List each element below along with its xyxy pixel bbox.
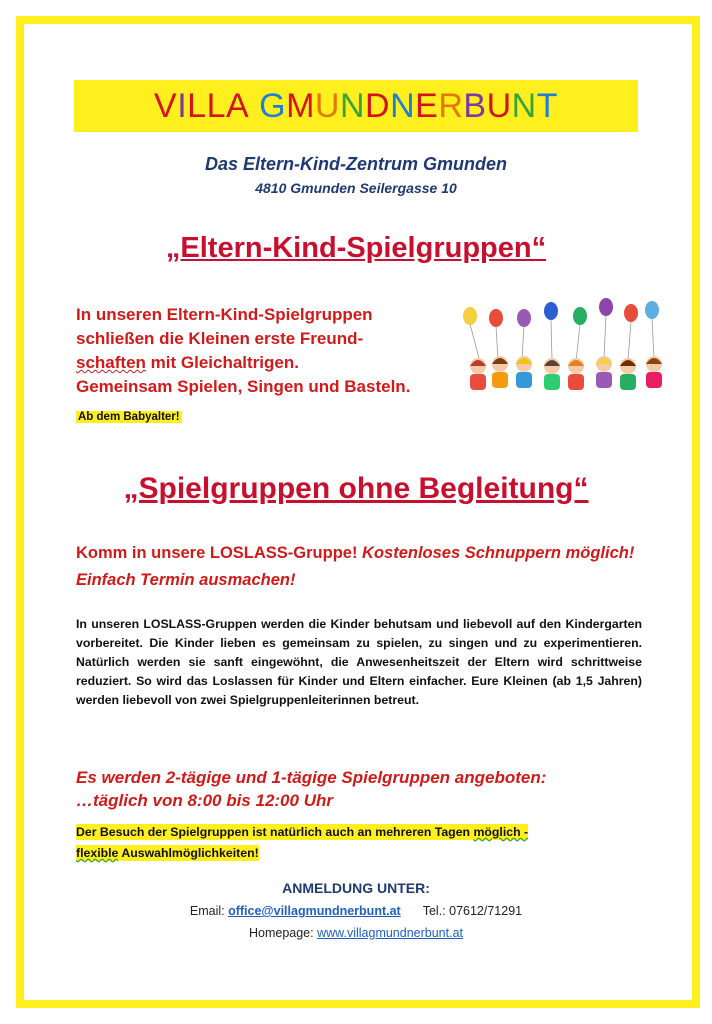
visit-part-3: flexible xyxy=(76,846,119,860)
title-letter: M xyxy=(286,87,315,125)
intro-line-3-rest: mit Gleichaltrigen. xyxy=(145,353,299,372)
intro-word-schaften: schaften xyxy=(76,353,146,372)
title-letter: B xyxy=(463,87,487,125)
balloons xyxy=(463,298,659,327)
children xyxy=(470,356,662,390)
registration-heading: ANMELDUNG UNTER: xyxy=(282,880,430,896)
phone-number: Tel.: 07612/71291 xyxy=(422,904,523,918)
title-letter xyxy=(249,87,259,125)
homepage-link[interactable]: www.villagmundnerbunt.at xyxy=(317,926,464,940)
title-letter: L xyxy=(206,87,226,125)
heading-ohne-begleitung: „Spielgruppen ohne Begleitung“ xyxy=(123,472,589,505)
title-letter: N xyxy=(390,87,416,125)
heading-eltern-kind: „Eltern-Kind-Spielgruppen“ xyxy=(165,232,547,264)
title-letter: R xyxy=(438,87,464,125)
title-letter: N xyxy=(511,87,537,125)
title-letter: I xyxy=(177,87,188,125)
title-letter: V xyxy=(154,87,178,125)
title-letter: E xyxy=(415,87,439,125)
homepage-line xyxy=(0,926,712,940)
page-title xyxy=(74,80,638,132)
visit-note xyxy=(76,822,636,864)
cta-italic: Kostenloses Schnuppern möglich! Einfach Termin ausmachen! xyxy=(76,544,635,589)
homepage-label: Homepage: xyxy=(248,926,318,940)
contact-line xyxy=(0,904,712,918)
loslass-invitation xyxy=(76,540,646,594)
loslass-description: In unseren LOSLASS-Gruppen werden die Kinder behutsam und liebevoll auf den Kindergarten vorbereitet. Die Kinder lieben es gemeinsam zu spielen, zu singen und zu experimentieren. Natürlich werden sie sanft eingewöhnt, die Anwesenheitszeit der Eltern wird schrittweise reduziert. So wird das Loslassen für Kinder und Eltern einfacher. Eure Kleinen (ab 1,5 Jahren) werden liebevoll von zwei Spielgruppenleiterinnen betreut. xyxy=(76,617,642,707)
title-letter: A xyxy=(225,87,250,125)
visit-part-2: möglich - xyxy=(473,825,529,839)
subtitle: Das Eltern-Kind-Zentrum Gmunden xyxy=(204,154,507,174)
offer-line-1: Es werden 2-tägige und 1-tägige Spielgruppen angeboten: xyxy=(76,768,547,787)
visit-part-1: Der Besuch der Spielgruppen ist natürlich auch an mehreren Tagen xyxy=(76,825,474,839)
email-label: Email: xyxy=(189,904,229,918)
title-letter: N xyxy=(339,87,366,125)
intro-text xyxy=(76,303,466,399)
baby-note: Ab dem Babyalter! xyxy=(78,411,180,423)
intro-line-4: Gemeinsam Spielen, Singen und Basteln. xyxy=(76,377,411,396)
address: 4810 Gmunden Seilergasse 10 xyxy=(255,180,457,196)
offer-text xyxy=(76,766,656,812)
title-letter: G xyxy=(259,87,287,125)
title-letter: U xyxy=(486,87,512,125)
intro-line-2: schließen die Kleinen erste Freund- xyxy=(76,329,364,348)
balloon-kids-illustration xyxy=(456,296,674,396)
title-letter: T xyxy=(536,87,558,125)
visit-part-4: Auswahlmöglichkeiten! xyxy=(118,846,259,860)
title-letter: L xyxy=(187,87,207,125)
title-letter: U xyxy=(314,87,340,125)
cta-plain: Komm in unsere LOSLASS-Gruppe! xyxy=(76,544,363,562)
email-link[interactable]: office@villagmundnerbunt.at xyxy=(228,904,401,918)
intro-line-1: In unseren Eltern-Kind-Spielgruppen xyxy=(76,305,373,324)
offer-line-2: …täglich von 8:00 bis 12:00 Uhr xyxy=(76,791,333,810)
intro-line-3 xyxy=(76,351,466,375)
title-letter: D xyxy=(365,87,391,125)
